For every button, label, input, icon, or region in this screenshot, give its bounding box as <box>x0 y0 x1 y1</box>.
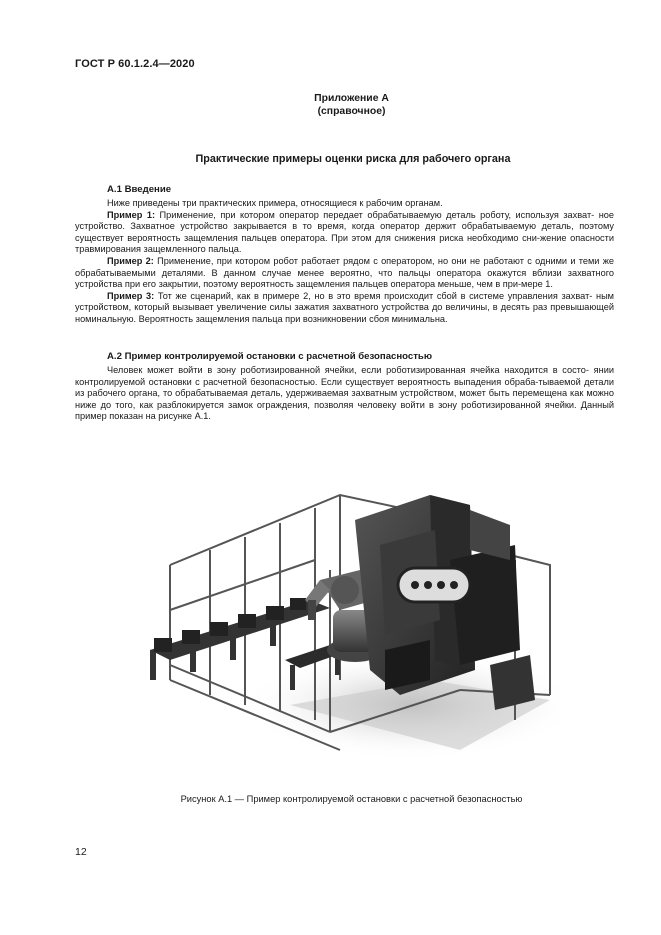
appendix-label: Приложение А <box>314 93 389 104</box>
section-heading-a2: А.2 Пример контролируемой остановки с расчетной безопасностью <box>107 351 433 362</box>
example-2-label: Пример 2: <box>107 255 154 266</box>
machine-tool <box>355 495 535 710</box>
example-1-label: Пример 1: <box>107 209 156 220</box>
section-heading-a1: А.1 Введение <box>107 184 172 195</box>
appendix-title: Практические примеры оценки риска для рабочего органа <box>195 153 511 165</box>
page-number: 12 <box>75 846 87 858</box>
example-3-text: ным устройством, который вызывает увеличение силы зажатия захватного устройства до величины, в десять раз превышающей номинальную. Вероятность защемления пальца при возникновении сбоя минимальна. <box>75 290 614 324</box>
section-a2-text: янии контролируемой остановки с расчетной безопасностью. Если существует вероятность выпадения обраба-тываемой детали из рабочего органа, то обрабатываемая деталь, удерживаемая захватным устройством, может быть перемещена как можно ниже до того, как разблокируется замок ограждения, позволяя человеку войти в зону роботизированной ячейки. Данный пример показан на рисунке А.1. <box>75 365 614 422</box>
example-1-paragraph <box>75 210 614 256</box>
example-2-paragraph <box>75 256 614 291</box>
appendix-type: (справочное) <box>317 106 386 117</box>
section-a2-body <box>75 365 614 423</box>
example-1-text: ное устройство. Захватное устройство закрывается в то время, когда оператор держит обрабатываемую деталь, поэтому существует вероятность защемления пальцев оператора. При этом для снижения риска необходимо сни-жение опасности травмирования защемленного пальца. <box>75 209 614 255</box>
section-a1-body <box>75 198 614 326</box>
section-a2-text-first: Человек может войти в зону роботизированной ячейки, если роботизированная ячейка находится в состо- <box>107 365 589 375</box>
example-2-text-first: Применение, при котором робот работает рядом с оператором, но они не работают с одними и <box>153 255 576 266</box>
example-3-text-first: Тот же сценарий, как в примере 2, но в это время происходит сбой в системе управления захват- <box>154 290 593 301</box>
example-3-paragraph <box>75 291 614 326</box>
document-header: ГОСТ Р 60.1.2.4—2020 <box>75 58 195 70</box>
section-a2-paragraph <box>75 365 614 423</box>
figure-caption: Рисунок А.1 — Пример контролируемой остановки с расчетной безопасностью <box>180 794 523 804</box>
example-3-label: Пример 3: <box>107 290 155 301</box>
appendix-heading <box>0 92 661 118</box>
intro-paragraph: Ниже приведены три практических примера, относящиеся к рабочим органам. <box>107 198 443 208</box>
example-2-text: теми же обрабатываемыми деталями. В данном случае менее вероятно, что пальцы оператора окажутся вблизи захватного устройства при его закрытии, поэтому вероятность защемления пальцев оператора меньше, чем в при-мере 1. <box>75 255 614 290</box>
robot-cell-figure <box>130 450 560 790</box>
example-1-text-first: Применение, при котором оператор передает обрабатываемую деталь роботу, используя захват- <box>155 209 595 220</box>
